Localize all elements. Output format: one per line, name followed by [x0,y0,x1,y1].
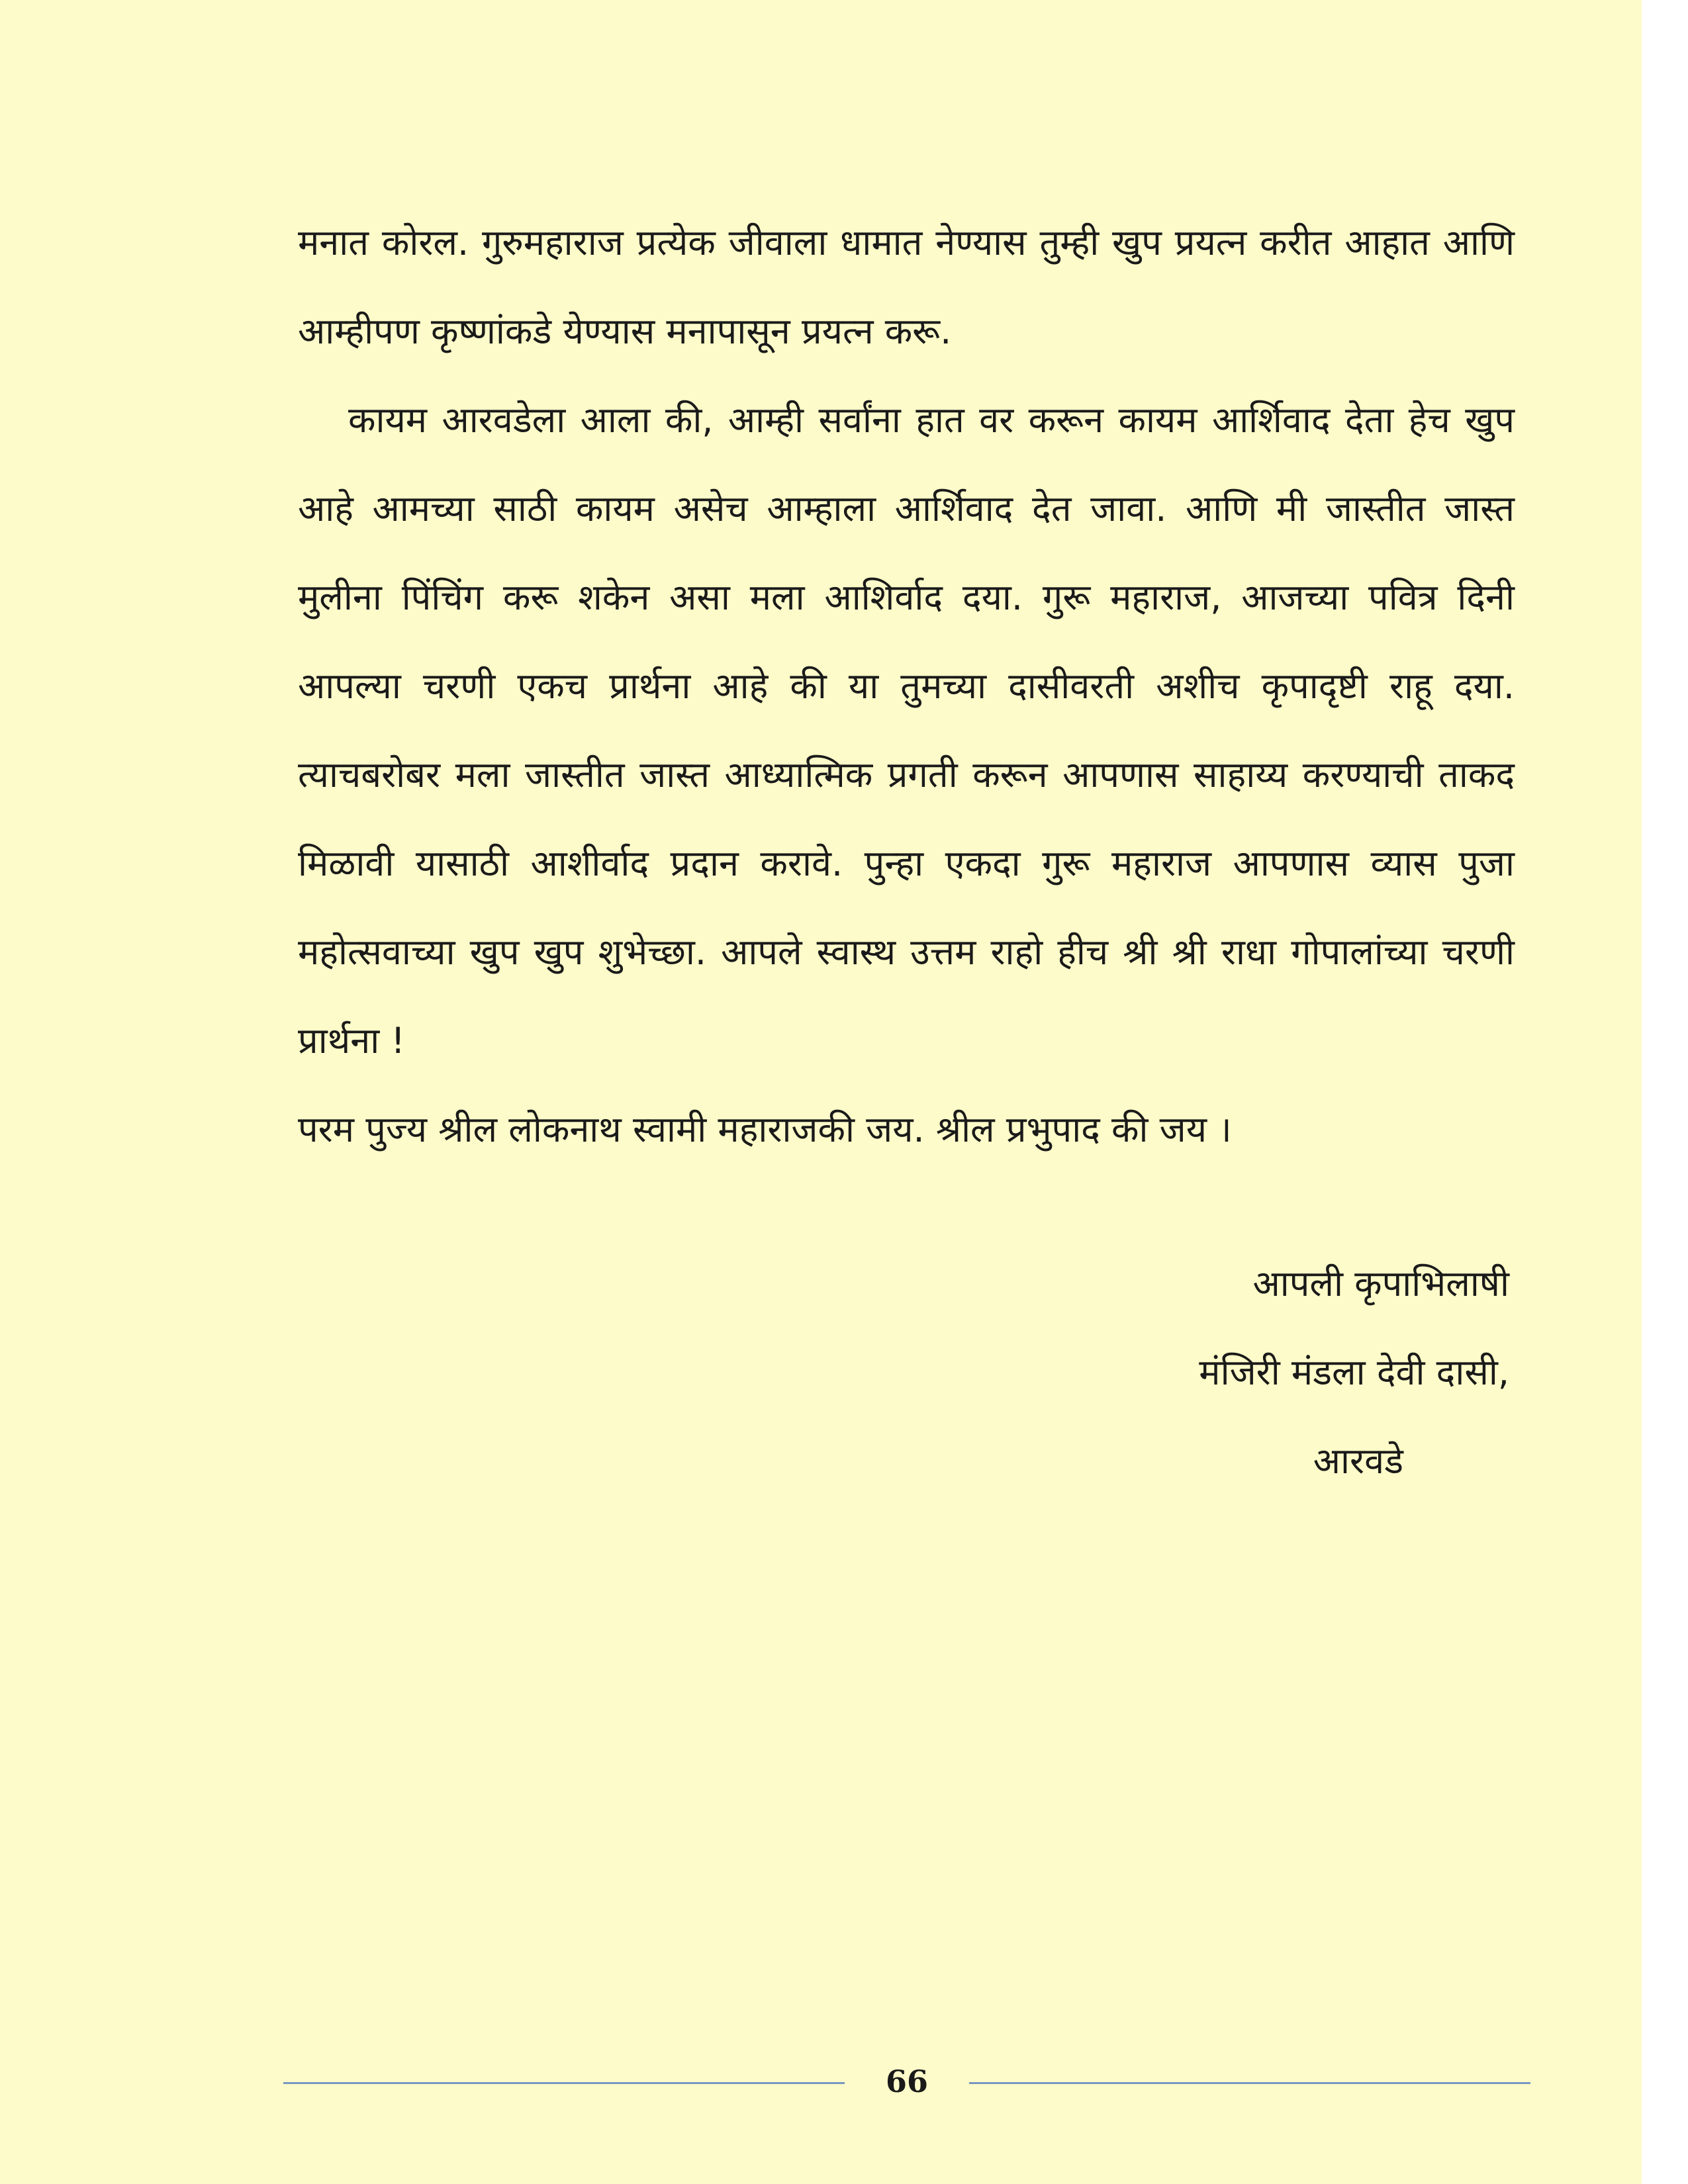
page-number: 66 [885,2064,928,2099]
paragraph-1: मनात कोरल. गुरुमहाराज प्रत्येक जीवाला धामात नेण्यास तुम्ही खुप प्रयत्न करीत आहात आणि आम्हीपण कृष्णांकडे येण्यास मनापासून प्रयत्न करू. [298,222,1515,352]
paragraph-3: परम पुज्य श्रील लोकनाथ स्वामी महाराजकी जय. श्रील प्रभुपाद की जय । [298,1109,1232,1150]
signature-place: आरवडे [1313,1440,1403,1482]
paragraph-2: कायम आरवडेला आला की, आम्ही सर्वांना हात वर करून कायम आर्शिवाद देता हेच खुप आहे आमच्या साठी कायम असेच आम्हाला आर्शिवाद देत जावा. आणि मी जास्तीत जास्त मुलीना पिंचिंग करू शकेन असा मला आशिर्वाद दया. गुरू महाराज, आजच्या पवित्र दिनी आपल्या चरणी एकच प्रार्थना आहे की या तुमच्या दासीवरती अशीच कृपादृष्टी राहू दया. त्याचबरोबर मला जास्तीत जास्त आध्यात्मिक प्रगती करून आपणास साहाय्य करण्याची ताकद मिळावी यासाठी आशीर्वाद प्रदान करावे. पुन्हा एकदा गुरू महाराज आपणास व्यास पुजा महोत्सवाच्या खुप खुप शुभेच्छा. आपले स्वास्थ उत्तम राहो हीच श्री श्री राधा गोपालांच्या चरणी प्रार्थना ! [298,399,1515,1062]
letter-body [298,199,1515,1174]
footer-rule-right [969,2082,1530,2084]
signature-closing: आपली कृपाभिलाषी [1252,1263,1509,1304]
footer-rule-left [283,2082,845,2084]
signature-name: मंजिरी मंडला देवी दासी, [1199,1351,1509,1393]
